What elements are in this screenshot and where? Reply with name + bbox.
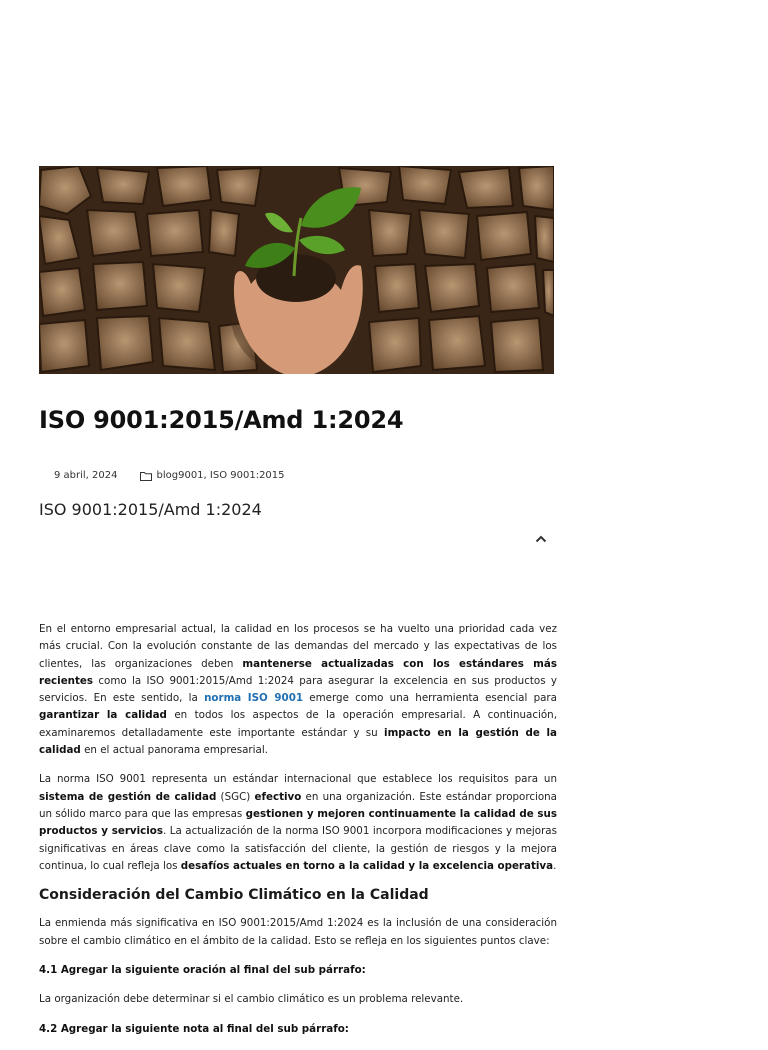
section-paragraph: La enmienda más significativa en ISO 9001:2015/Amd 1:2024 es la inclusión de una consideración sobre el cambio climático en el ámbito de la calidad. Esto se refleja en los siguientes puntos clave: — [39, 917, 557, 947]
post-date[interactable]: 9 abril, 2024 — [54, 470, 118, 481]
definition-paragraph: La norma ISO 9001 representa un estándar internacional que establece los requisitos para un sistema de gestión de calidad (SGC) efectivo en una organización. Este estándar proporciona un sólido marco para que las empresas gestionen y mejoren continuamente la calidad de sus productos y servicios. La actualización de la norma ISO 9001 incorpora modificaciones y mejoras significativas en áreas clave como la satisfacción del cliente, la gestión de riesgos y la mejora continua, lo cual refleja los desafíos actuales en torno a la calidad y la excelencia operativa. — [39, 773, 557, 872]
scroll-to-top-button[interactable] — [533, 531, 549, 547]
post-categories[interactable]: blog9001, ISO 9001:2015 — [156, 470, 285, 481]
clause-4-1-text: La organización debe determinar si el cambio climático es un problema relevante. — [39, 993, 464, 1006]
clause-4-2-heading: 4.2 Agregar la siguiente nota al final del sub párrafo: — [39, 1022, 349, 1035]
page-title: ISO 9001:2015/Amd 1:2024 — [39, 406, 404, 434]
iso-9001-link[interactable]: norma ISO 9001 — [204, 692, 304, 705]
folder-icon — [140, 471, 152, 481]
hero-image — [39, 166, 554, 374]
article-body — [39, 621, 557, 1050]
post-meta — [39, 470, 285, 481]
article-subtitle: ISO 9001:2015/Amd 1:2024 — [39, 500, 262, 519]
chevron-up-icon — [535, 535, 547, 543]
cracked-earth-plant-image — [39, 166, 554, 374]
intro-paragraph: En el entorno empresarial actual, la calidad en los procesos se ha vuelto una prioridad cada vez más crucial. Con la evolución constante de las demandas del mercado y las expectativas de los clientes, las organizaciones deben mantenerse actualizadas con los estándares más recientes como la ISO 9001:2015/Amd 1:2024 para asegurar la excelencia en sus productos y servicios. En este sentido, la norma ISO 9001 emerge como una herramienta esencial para garantizar la calidad en todos los aspectos de la operación empresarial. A continuación, examinaremos detalladamente este importante estándar y su impacto en la gestión de la calidad en el actual panorama empresarial. — [39, 623, 557, 757]
clause-4-1-heading: 4.1 Agregar la siguiente oración al final del sub párrafo: — [39, 964, 366, 977]
clock-icon — [39, 470, 50, 481]
section-heading: Consideración del Cambio Climático en la Calidad — [39, 887, 429, 904]
